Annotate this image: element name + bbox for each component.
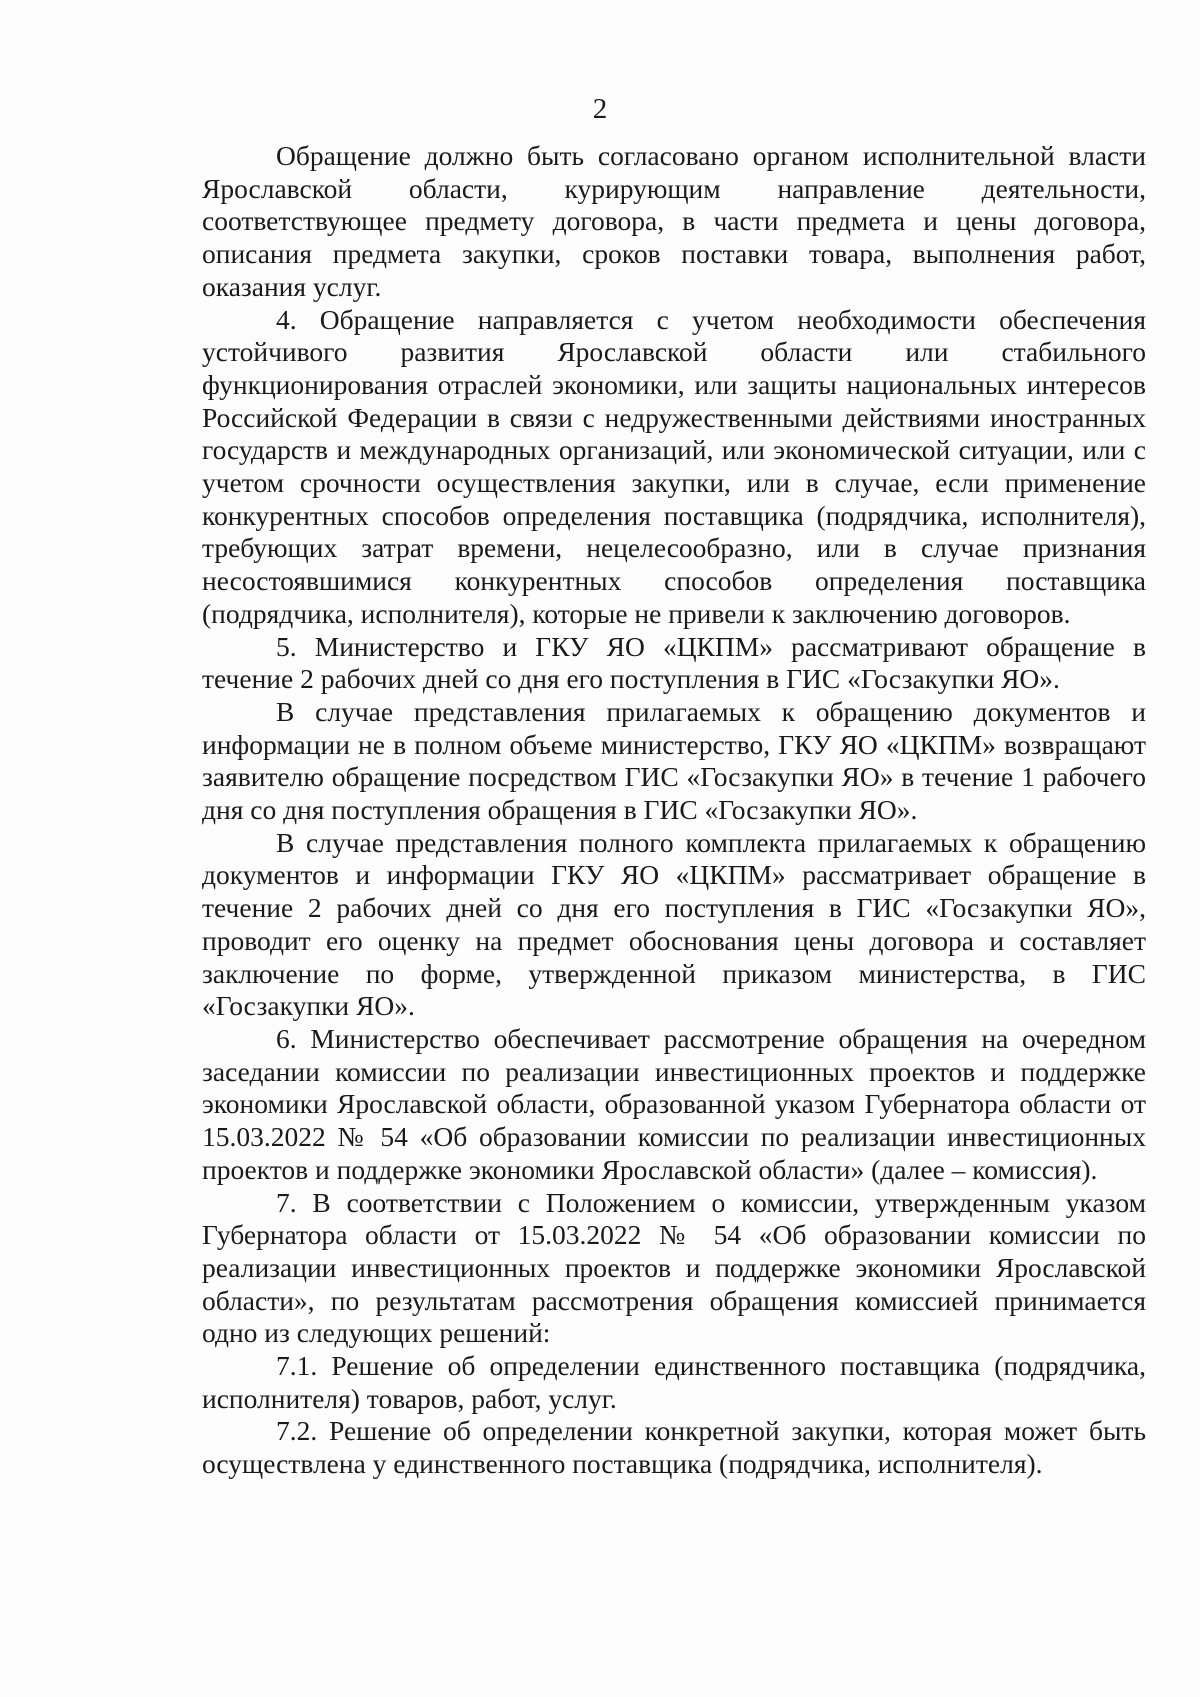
paragraph-item-5: 5. Министерство и ГКУ ЯО «ЦКПМ» рассматривают обращение в течение 2 рабочих дней со дня его поступления в ГИС «Госзакупки ЯО». xyxy=(202,630,1146,695)
paragraph-incomplete-documents: В случае представления прилагаемых к обращению документов и информации не в полном объеме министерство, ГКУ ЯО «ЦКПМ» возвращают заявителю обращение посредством ГИС «Госзакупки ЯО» в течение 1 рабочего дня со дня поступления обращения в ГИС «Госзакупки ЯО». xyxy=(202,695,1146,826)
page-number: 2 xyxy=(592,93,608,125)
paragraph-agreement: Обращение должно быть согласовано органом исполнительной власти Ярославской области, курирующим направление деятельности, соответствующее предмету договора, в части предмета и цены договора, описания предмета закупки, сроков поставки товара, выполнения работ, оказания услуг. xyxy=(202,140,1146,302)
paragraph-item-7: 7. В соответствии с Положением о комиссии, утвержденным указом Губернатора области от 15.03.2022 № 54 «Об образовании комиссии по реализации инвестиционных проектов и поддержке экономики Ярославской области», по результатам рассмотрения обращения комиссией принимается одно из следующих решений: xyxy=(202,1186,1146,1349)
paragraph-item-4: 4. Обращение направляется с учетом необходимости обеспечения устойчивого развития Ярославской области или стабильного функционирования отраслей экономики, или защиты национальных интересов Российской Федерации в связи с недружественными действиями иностранных государств и международных организаций, или экономической ситуации, или с учетом срочности осуществления закупки, или в случае, если применение конкурентных способов определения поставщика (подрядчика, исполнителя), требующих затрат времени, нецелесообразно, или в случае признания несостоявшимися конкурентных способов определения поставщика (подрядчика, исполнителя), которые не привели к заключению договоров. xyxy=(202,303,1146,629)
paragraph-item-6: 6. Министерство обеспечивает рассмотрение обращения на очередном заседании комиссии по реализации инвестиционных проектов и поддержке экономики Ярославской области, образованной указом Губернатора области от 15.03.2022 № 54 «Об образовании комиссии по реализации инвестиционных проектов и поддержке экономики Ярославской области» (далее – комиссия). xyxy=(202,1022,1146,1185)
paragraph-item-7-1: 7.1. Решение об определении единственного поставщика (подрядчика, исполнителя) товаров, работ, услуг. xyxy=(202,1350,1146,1414)
document-body xyxy=(202,140,1146,1481)
paragraph-item-7-2: 7.2. Решение об определении конкретной закупки, которая может быть осуществлена у единственного поставщика (подрядчика, исполнителя). xyxy=(202,1415,1146,1480)
paragraph-complete-documents: В случае представления полного комплекта прилагаемых к обращению документов и информации ГКУ ЯО «ЦКПМ» рассматривает обращение в течение 2 рабочих дней со дня его поступления в ГИС «Госзакупки ЯО», проводит его оценку на предмет обоснования цены договора и составляет заключение по форме, утвержденной приказом министерства, в ГИС «Госзакупки ЯО». xyxy=(202,826,1146,1022)
